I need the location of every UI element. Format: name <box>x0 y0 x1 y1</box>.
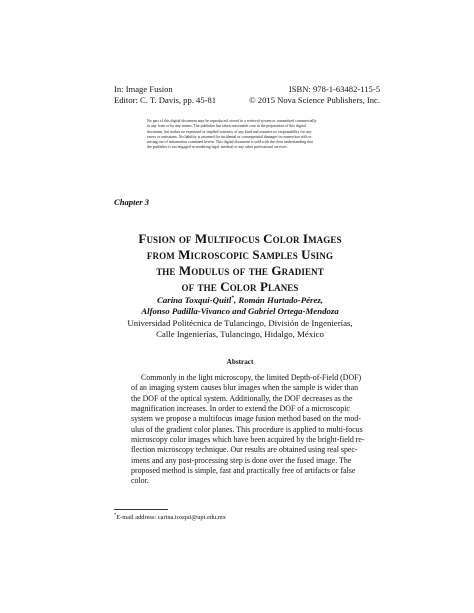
copyright-line: © 2015 Nova Science Publishers, Inc. <box>249 95 380 105</box>
disclaimer-line: the publisher is not engaged in rendering legal, medical or any other professional services. <box>147 145 288 150</box>
footnote-email: E-mail address: carina.toxqui@upt.edu.mx <box>116 514 226 522</box>
paper-title <box>100 231 380 295</box>
editor-line: Editor: C. T. Davis, pp. 45-81 <box>114 95 217 105</box>
abstract-line: imens and any post-processing step is done over the fused image. The <box>131 455 352 465</box>
author-block <box>100 293 380 341</box>
disclaimer-line: No part of this digital document may be reproduced, stored in a retrieval system or transmitted commercially <box>147 119 317 123</box>
abstract-line: color. <box>131 476 149 486</box>
disclaimer-line: document, but makes no expressed or implied warranty of any kind and assumes no responsibility for any <box>147 129 312 134</box>
abstract-line: proposed method is simple, fast and practically free of artifacts or false <box>131 466 356 476</box>
abstract-line: Commonly in the light microscopy, the limited Depth-of-Field (DOF) <box>141 373 362 382</box>
abstract-line: flection microscopy technique. Our results are obtained using real spec- <box>131 445 358 455</box>
chapter-label: Chapter 3 <box>114 197 150 207</box>
disclaimer-notice <box>147 119 333 151</box>
title-line: of the Color Planes <box>181 279 299 294</box>
abstract-heading: Abstract <box>226 358 254 366</box>
abstract-line: of an imaging system causes blur images when the sample is wider than <box>131 383 359 393</box>
isbn-line: ISBN: 978-1-63482-115-5 <box>288 84 380 94</box>
title-line: the Modulus of the Gradient <box>156 263 324 278</box>
abstract-line: system we propose a multifocus image fusion method based on the mod- <box>131 414 361 424</box>
abstract-body <box>131 373 365 487</box>
affiliation-line: Universidad Politécnica de Tulancingo, División de Ingenierías, <box>127 317 353 328</box>
author-names: , Román Hurtado-Pérez, <box>234 294 323 305</box>
footnote-divider <box>114 509 168 510</box>
disclaimer-line: errors or omissions. No liability is assumed for incidental or consequential damages in connection with or <box>147 134 312 139</box>
abstract-line: microscopy color images which have been acquired by the bright-field re- <box>131 435 365 445</box>
source-line: In: Image Fusion <box>114 84 173 94</box>
title-line: from Microscopic Samples Using <box>146 247 334 262</box>
title-line: Fusion of Multifocus Color Images <box>138 231 342 246</box>
author-line <box>100 293 380 306</box>
author-line: Alfonso Padilla-Vivanco and Gabriel Ortega-Mendoza <box>141 306 339 317</box>
footnote <box>114 512 226 521</box>
publication-header <box>114 84 380 106</box>
abstract-line: the DOF of the optical system. Additionally, the DOF decreases as the <box>131 393 353 403</box>
affiliation-line: Calle Ingenierías, Tulancingo, Hidalgo, México <box>156 329 324 340</box>
abstract-line: ulus of the gradient color planes. This procedure is applied to multi-focus <box>131 424 363 434</box>
disclaimer-line: in any form or by any means. The publisher has taken reasonable care in the preparation of this digital <box>147 124 306 129</box>
footnote-marker: * <box>114 512 117 517</box>
author-name: Carina Toxqui-Quitl <box>157 294 232 305</box>
disclaimer-line: arising out of information contained herein. This digital document is sold with the clear understanding that <box>147 140 313 145</box>
abstract-line: magnification increases. In order to extend the DOF of a microscopic <box>131 404 350 414</box>
footnote-marker: * <box>231 295 235 301</box>
